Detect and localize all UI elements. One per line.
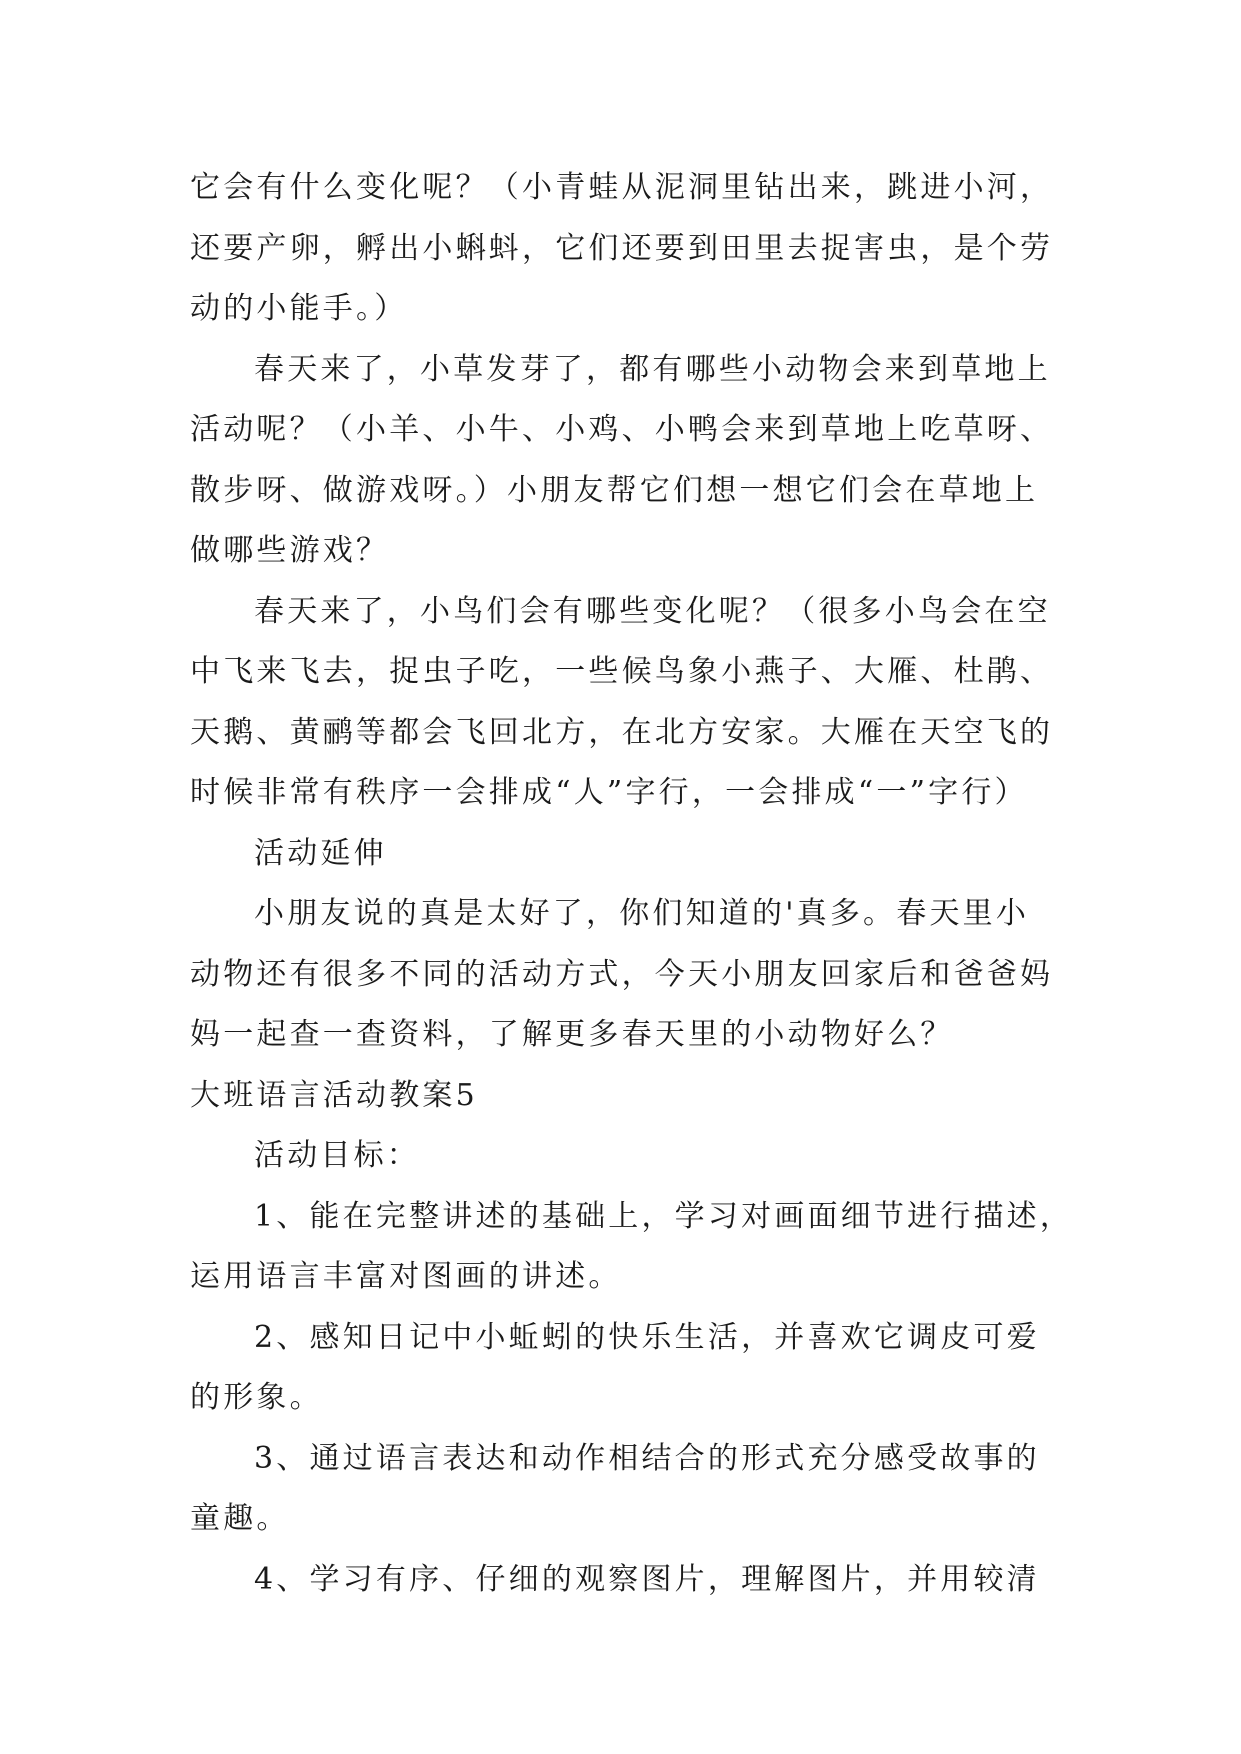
document-title: 大班语言活动教案5	[190, 1077, 478, 1113]
section-heading: 活动目标：	[254, 1138, 420, 1173]
list-item: 1、能在完整讲述的基础上，学习对画面细节进行描述，	[254, 1198, 1074, 1234]
text-line: 小朋友说的真是太好了，你们知道的'真多。春天里小	[254, 896, 1030, 931]
text-line: 活动呢？（小羊、小牛、小鸡、小鸭会来到草地上吃草呀、	[190, 412, 1054, 447]
text-line: 时候非常有秩序一会排成“人”字行，一会排成“一”字行）	[190, 775, 1028, 810]
text-line: 动的小能手。）	[190, 291, 408, 326]
section-heading: 活动延伸	[254, 835, 387, 871]
text-line: 运用语言丰富对图画的讲述。	[190, 1259, 622, 1294]
list-item: 4、学习有序、仔细的观察图片，理解图片，并用较清	[254, 1561, 1040, 1597]
text-line: 还要产卵，孵出小蝌蚪，它们还要到田里去捉害虫，是个劳	[190, 230, 1054, 266]
text-line: 妈一起查一查资料，了解更多春天里的小动物好么？	[190, 1017, 954, 1052]
list-item: 2、感知日记中小蚯蚓的快乐生活，并喜欢它调皮可爱	[254, 1319, 1040, 1355]
document-body	[190, 158, 1074, 1610]
text-line: 动物还有很多不同的活动方式，今天小朋友回家后和爸爸妈	[190, 956, 1054, 992]
text-line: 散步呀、做游戏呀。）小朋友帮它们想一想它们会在草地上	[190, 472, 1039, 508]
text-line: 中飞来飞去，捉虫子吃，一些候鸟象小燕子、大雁、杜鹃、	[190, 654, 1054, 689]
text-line: 的形象。	[190, 1380, 323, 1415]
text-line: 童趣。	[190, 1501, 290, 1536]
text-line: 天鹅、黄鹂等都会飞回北方，在北方安家。大雁在天空飞的	[190, 714, 1054, 750]
text-line: 做哪些游戏？	[190, 533, 390, 568]
text-line: 它会有什么变化呢？（小青蛙从泥洞里钻出来，跳进小河，	[190, 170, 1054, 205]
list-item: 3、通过语言表达和动作相结合的形式充分感受故事的	[254, 1440, 1040, 1476]
text-line: 春天来了，小草发芽了，都有哪些小动物会来到草地上	[254, 351, 1051, 387]
text-line: 春天来了，小鸟们会有哪些变化呢？（很多小鸟会在空	[254, 593, 1051, 629]
